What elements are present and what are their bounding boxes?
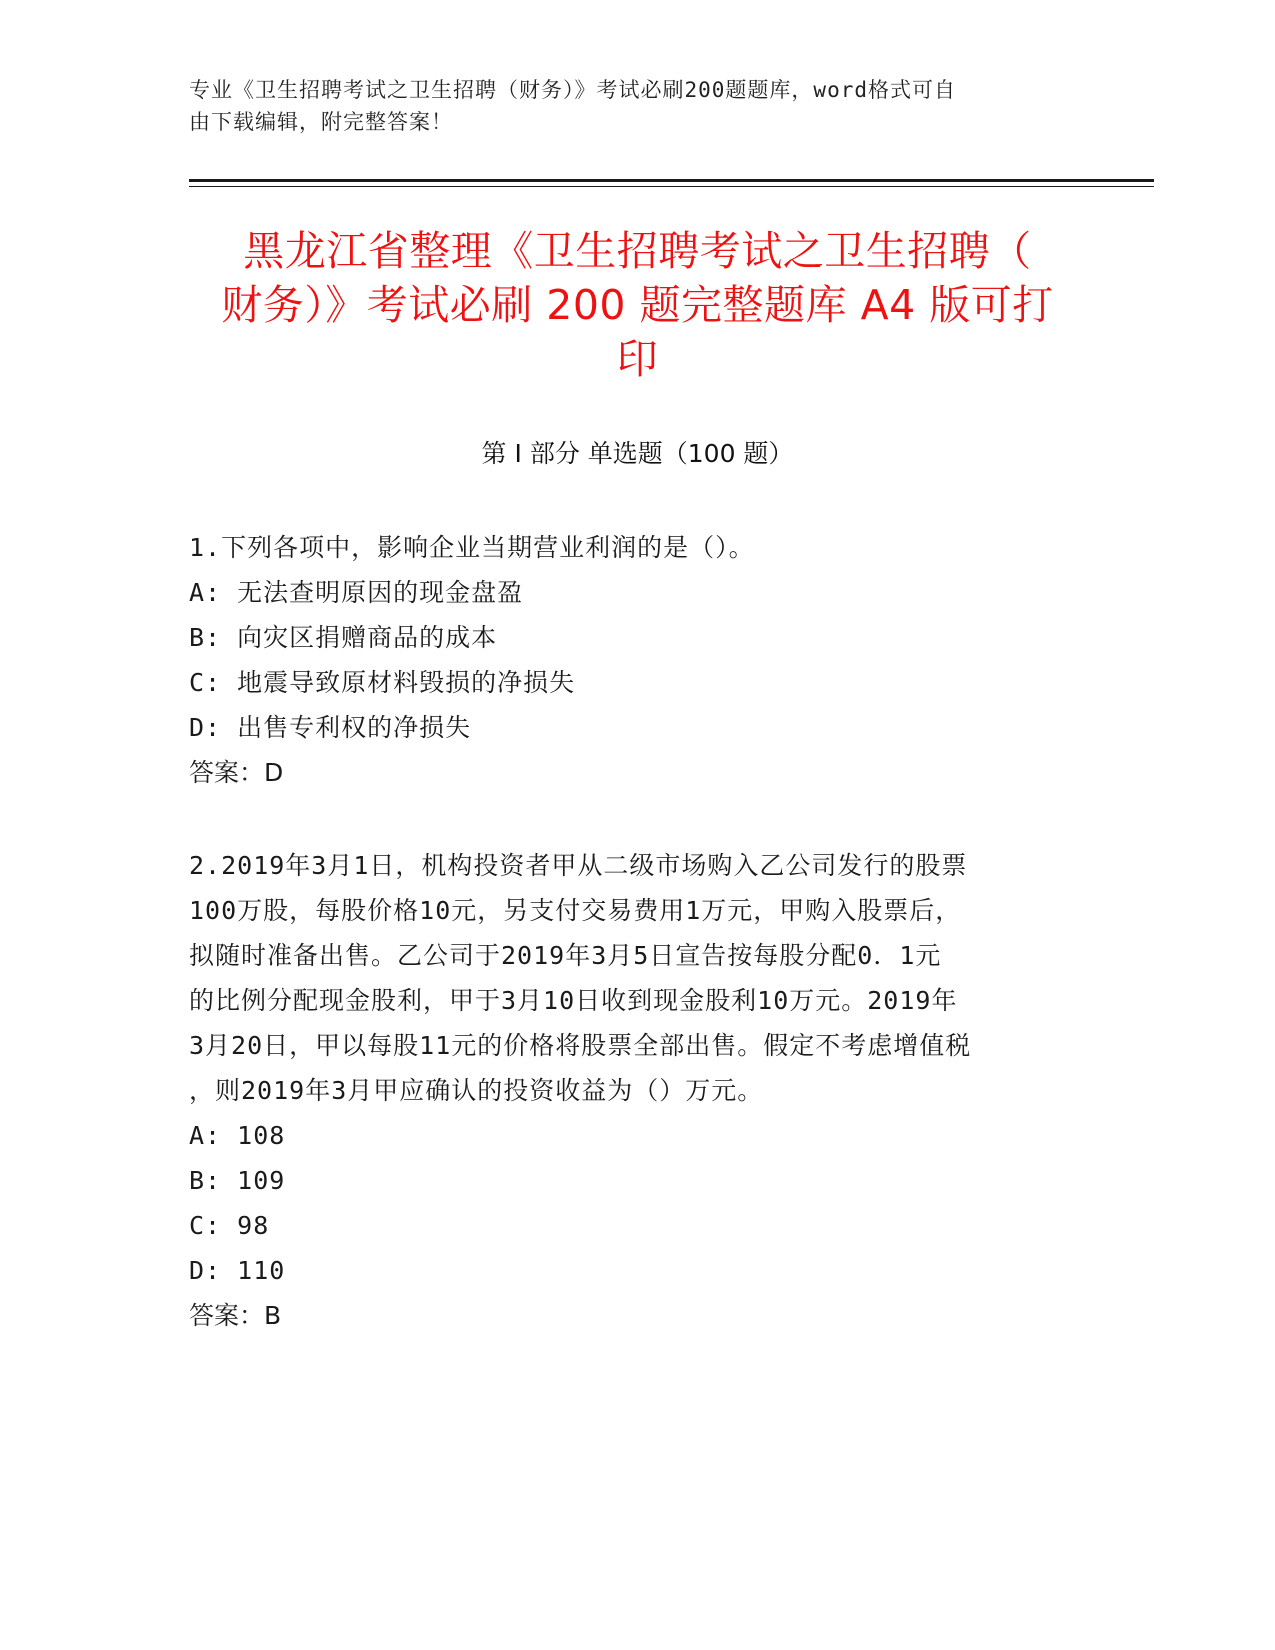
question-stem-line: 的比例分配现金股利，甲于3月10日收到现金股利10万元。2019年: [189, 986, 958, 1015]
question-stem-line: 3月20日，甲以每股11元的价格将股票全部出售。假定不考虑增值税: [189, 1031, 972, 1060]
question-stem-line: ，则2019年3月甲应确认的投资收益为（）万元。: [189, 1076, 764, 1105]
question-stem-line: 1.下列各项中，影响企业当期营业利润的是（）。: [189, 533, 755, 562]
answer-label: 答案：D: [189, 758, 284, 787]
question-1: [189, 525, 1089, 795]
question-stem-line: 2.2019年3月1日，机构投资者甲从二级市场购入乙公司发行的股票: [189, 851, 968, 880]
intro-line-1: 专业《卫生招聘考试之卫生招聘（财务）》考试必刷200题题库，word格式可自: [189, 78, 956, 102]
title-line-1: 黑龙江省整理《卫生招聘考试之卫生招聘（: [243, 227, 1032, 275]
option-c: C: 98: [189, 1211, 270, 1240]
document-title: [180, 224, 1095, 386]
intro-line-2: 由下载编辑，附完整答案！: [189, 110, 453, 134]
option-c: C: 地震导致原材料毁损的净损失: [189, 668, 576, 697]
answer-label: 答案：B: [189, 1301, 282, 1330]
option-d: D: 出售专利权的净损失: [189, 713, 472, 742]
question-2: [189, 843, 1089, 1338]
option-b: B: 109: [189, 1166, 286, 1195]
option-a: A: 108: [189, 1121, 286, 1150]
option-d: D: 110: [189, 1256, 286, 1285]
title-line-3: 印: [616, 335, 659, 383]
question-stem-line: 拟随时准备出售。乙公司于2019年3月5日宣告按每股分配0．1元: [189, 941, 942, 970]
option-a: A: 无法查明原因的现金盘盈: [189, 578, 524, 607]
title-line-2: 财务）》考试必刷 200 题完整题库 A4 版可打: [221, 281, 1054, 329]
intro-text: [189, 74, 1089, 138]
option-b: B: 向灾区捐赠商品的成本: [189, 623, 498, 652]
header-divider-thick: [189, 179, 1154, 182]
question-stem-line: 100万股，每股价格10元，另支付交易费用1万元，甲购入股票后，: [189, 896, 962, 925]
header-divider-thin: [189, 186, 1154, 187]
section-heading: 第 I 部分 单选题（100 题）: [481, 439, 794, 468]
